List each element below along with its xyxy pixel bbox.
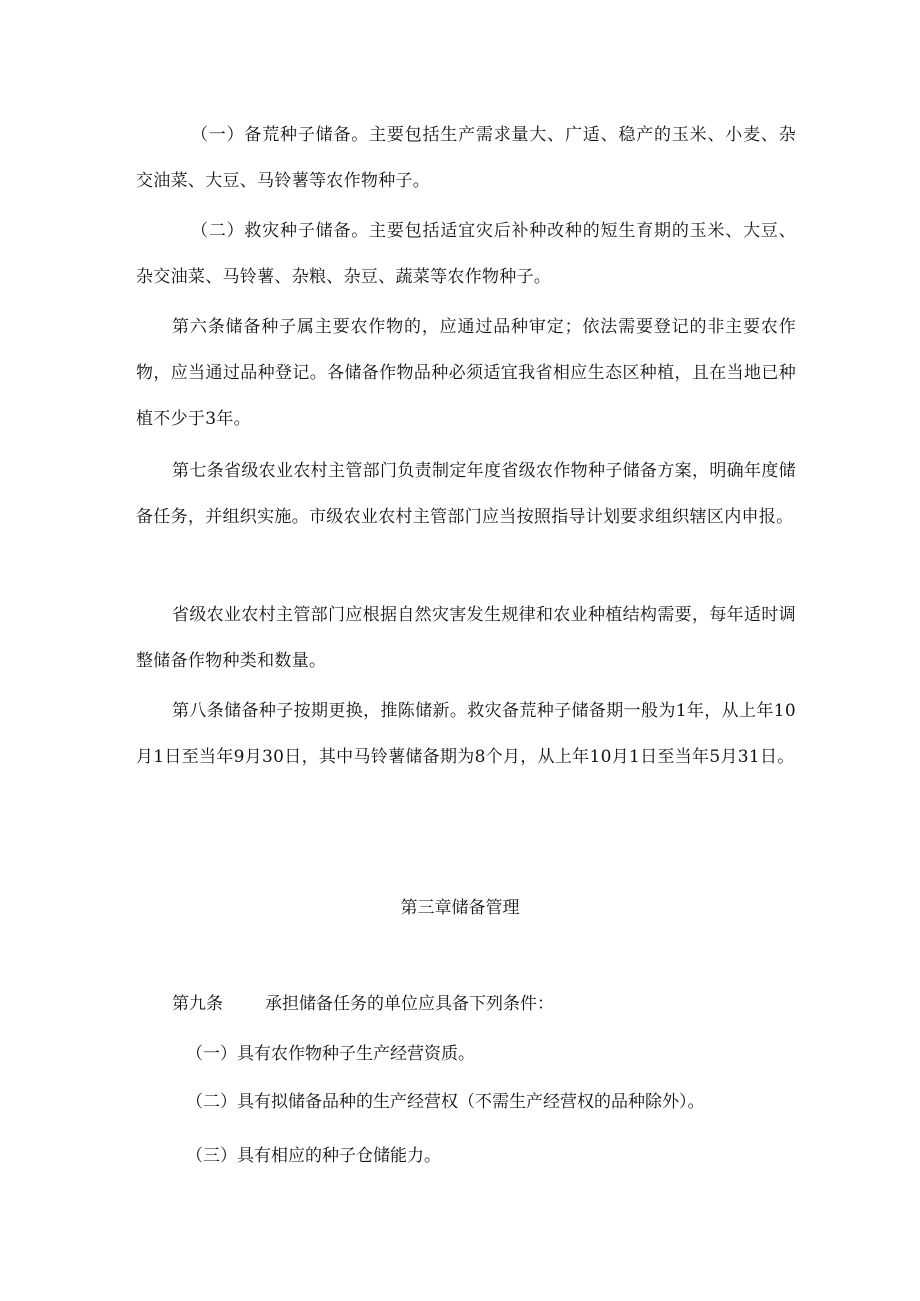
condition-item: （二）具有拟储备品种的生产经营权（不需生产经营权的品种除外）。 <box>186 1092 705 1112</box>
paragraph-relief-seeds: （二）救灾种子储备。主要包括适宜灾后补种改种的短生育期的玉米、大豆、杂交油菜、马铃薯、杂粮、杂豆、蔬菜等农作物种子。 <box>136 221 796 287</box>
article-9-line <box>172 986 554 1022</box>
condition-item: （一）具有农作物种子生产经营资质。 <box>186 1044 475 1064</box>
paragraph-article-7: 第七条省级农业农村主管部门负责制定年度省级农作物种子储备方案，明确年度储备任务，并组织实施。市级农业农村主管部门应当按照指导计划要求组织辖区内申报。 <box>136 461 796 527</box>
condition-item: （三）具有相应的种子仓储能力。 <box>186 1146 441 1166</box>
paragraph-article-6: 第六条储备种子属主要农作物的，应通过品种审定；依法需要登记的非主要农作物，应当通过品种登记。各储备作物品种必须适宜我省相应生态区种植，且在当地已种植不少于3年。 <box>136 317 796 429</box>
paragraph-article-8: 第八条储备种子按期更换，推陈储新。救灾备荒种子储备期一般为1年，从上年10月1日至当年9月30日，其中马铃薯储备期为8个月，从上年10月1日至当年5月31日。 <box>136 701 796 767</box>
article-9-label: 第九条 <box>172 994 223 1014</box>
chapter-heading: 第三章储备管理 <box>400 898 520 918</box>
article-9-text: 承担储备任务的单位应具备下列条件： <box>265 994 554 1014</box>
paragraph-provincial-adjustment: 省级农业农村主管部门应根据自然灾害发生规律和农业种植结构需要，每年适时调整储备作物种类和数量。 <box>136 605 796 671</box>
paragraph-reserve-seeds: （一）备荒种子储备。主要包括生产需求量大、广适、稳产的玉米、小麦、杂交油菜、大豆、马铃薯等农作物种子。 <box>136 125 796 191</box>
